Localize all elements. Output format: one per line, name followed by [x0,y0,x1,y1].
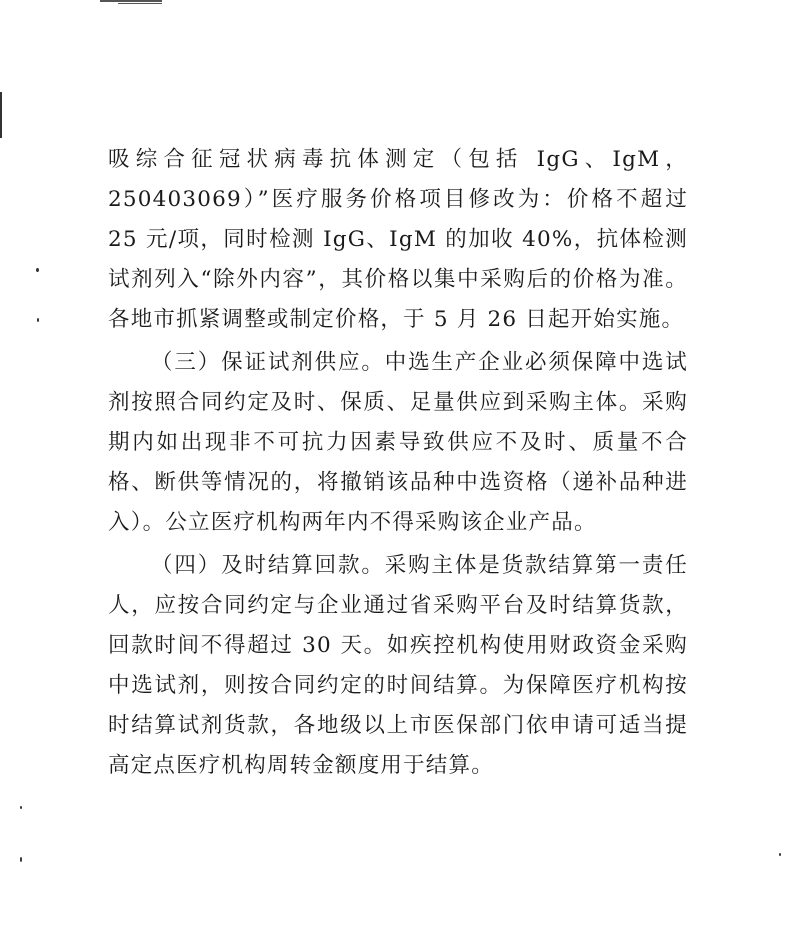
paragraph-timely-settlement: （四）及时结算回款。采购主体是货款结算第一责任人，应按合同约定与企业通过省采购平台及时结算货款，回款时间不得超过 30 天。如疾控机构使用财政资金采购中选试剂，则按合同约定的时间结算。为保障医疗机构按时结算试剂货款，各地级以上市医保部门依申请可适当提高定点医疗机构周转金额度用于结算。 [108,553,688,778]
document-body [108,140,688,786]
paragraph-price-adjustment: 吸综合征冠状病毒抗体测定（包括 IgG、IgM，250403069）”医疗服务价格项目修改为：价格不超过 25 元/项，同时检测 IgG、IgM 的加收 40%，抗体检测试剂列入“除外内容”，其价格以集中采购后的价格为准。各地市抓紧调整或制定价格，于 5 月 26 日起开始实施。 [108,147,689,332]
top-rule [100,0,162,2]
scan-speck [20,857,22,862]
scan-edge-mark [0,92,2,138]
scan-speck [37,318,39,322]
scan-speck [20,806,22,809]
scan-speck [36,268,39,272]
paragraph-reagent-supply: （三）保证试剂供应。中选生产企业必须保障中选试剂按照合同约定及时、保质、足量供应到采购主体。采购期内如出现非不可抗力因素导致供应不及时、质量不合格、断供等情况的，将撤销该品种中选资格（递补品种进入）。公立医疗机构两年内不得采购该企业产品。 [108,350,688,535]
scan-speck [779,853,781,856]
top-rule-secondary [118,3,162,4]
